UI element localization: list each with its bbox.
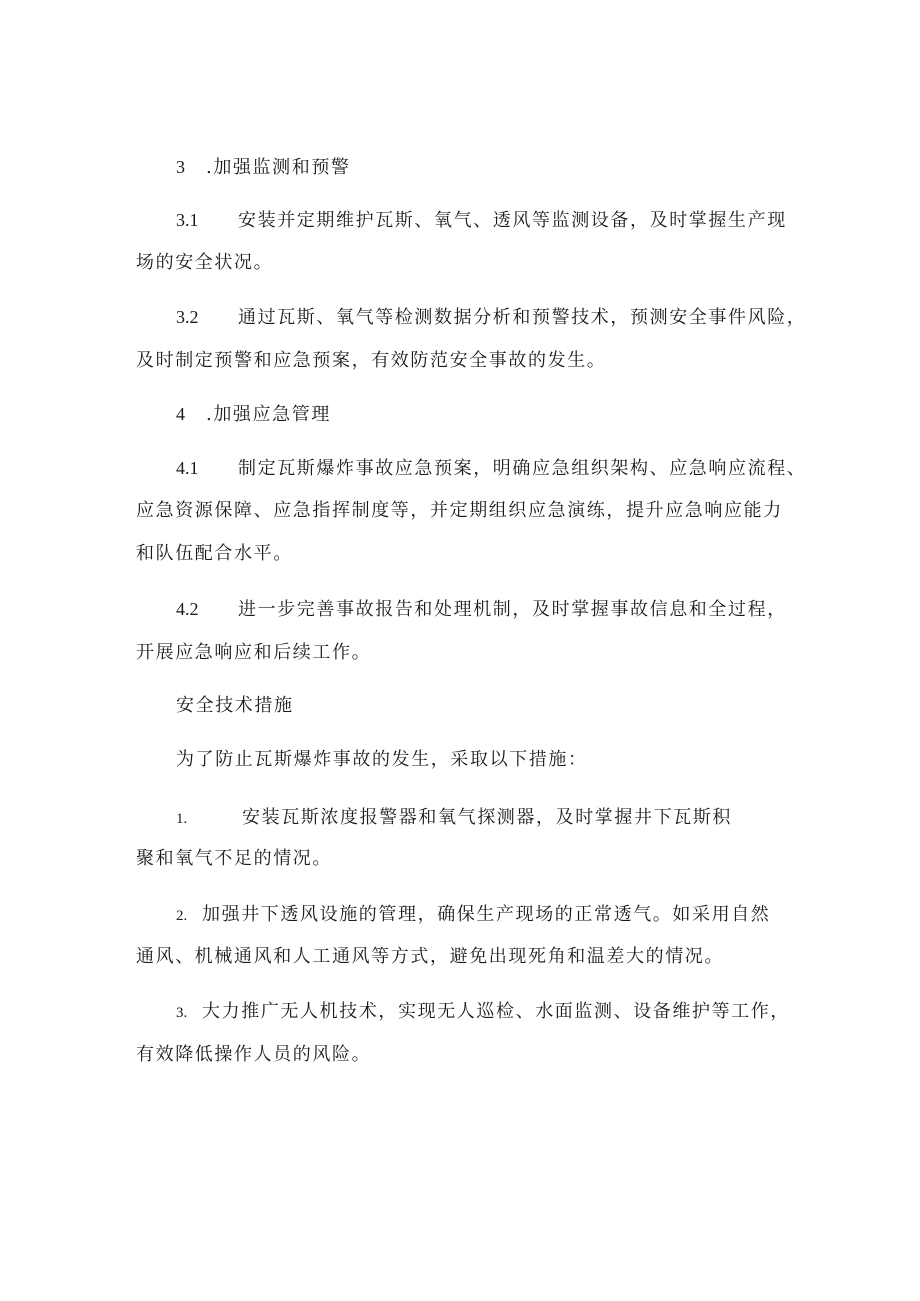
measure-item-2-line-2: 通风、机械通风和人工通风等方式，避免出现死角和温差大的情况。 <box>136 946 724 967</box>
paragraph-text: 制定瓦斯爆炸事故应急预案，明确应急组织架构、应急响应流程、 <box>238 458 807 479</box>
item-text: 大力推广无人机技术，实现无人巡检、水面监测、设备维护等工作， <box>202 1001 790 1022</box>
item-text: 安装瓦斯浓度报警器和氧气探测器，及时掌握井下瓦斯积 <box>242 807 732 828</box>
section-4-2-line-2: 开展应急响应和后续工作。 <box>136 642 372 663</box>
heading-text: .加强应急管理 <box>206 404 331 425</box>
paragraph-text: 通过瓦斯、氧气等检测数据分析和预警技术，预测安全事件风险， <box>238 307 807 328</box>
section-number: 3.1 <box>176 210 199 230</box>
section-3-2-line-2: 及时制定预警和应急预案，有效防范安全事故的发生。 <box>136 350 607 371</box>
section-3-1-line-1 <box>176 207 787 234</box>
measure-item-3-line-1 <box>176 999 790 1026</box>
measure-item-1-line-1 <box>176 805 732 832</box>
measure-item-2-line-1 <box>176 902 770 929</box>
tech-measures-intro: 为了防止瓦斯爆炸事故的发生，采取以下措施： <box>176 749 588 770</box>
item-number: 2. <box>176 908 188 924</box>
section-number: 4 <box>176 404 185 424</box>
section-4-1-line-2: 应急资源保障、应急指挥制度等，并定期组织应急演练，提升应急响应能力 <box>136 500 783 521</box>
measure-item-3-line-2: 有效降低操作人员的风险。 <box>136 1044 372 1065</box>
item-number: 1. <box>176 811 188 827</box>
section-4-heading <box>176 401 331 428</box>
section-3-heading <box>176 154 351 181</box>
section-number: 3.2 <box>176 307 199 327</box>
section-number: 4.1 <box>176 458 199 478</box>
tech-measures-heading: 安全技术措施 <box>176 695 294 716</box>
heading-text: .加强监测和预警 <box>206 157 351 178</box>
section-number: 3 <box>176 157 185 177</box>
paragraph-text: 安装并定期维护瓦斯、氧气、透风等监测设备，及时掌握生产现 <box>238 210 787 231</box>
section-3-2-line-1 <box>176 304 806 331</box>
item-number: 3. <box>176 1005 188 1021</box>
section-4-1-line-3: 和队伍配合水平。 <box>136 543 293 564</box>
item-text: 加强井下透风设施的管理，确保生产现场的正常透气。如采用自然 <box>202 904 771 925</box>
section-4-1-line-1 <box>176 455 806 482</box>
paragraph-text: 进一步完善事故报告和处理机制，及时掌握事故信息和全过程， <box>238 599 787 620</box>
section-3-1-line-2: 场的安全状况。 <box>136 252 274 273</box>
measure-item-1-line-2: 聚和氧气不足的情况。 <box>136 848 332 869</box>
section-number: 4.2 <box>176 599 199 619</box>
section-4-2-line-1 <box>176 596 787 623</box>
